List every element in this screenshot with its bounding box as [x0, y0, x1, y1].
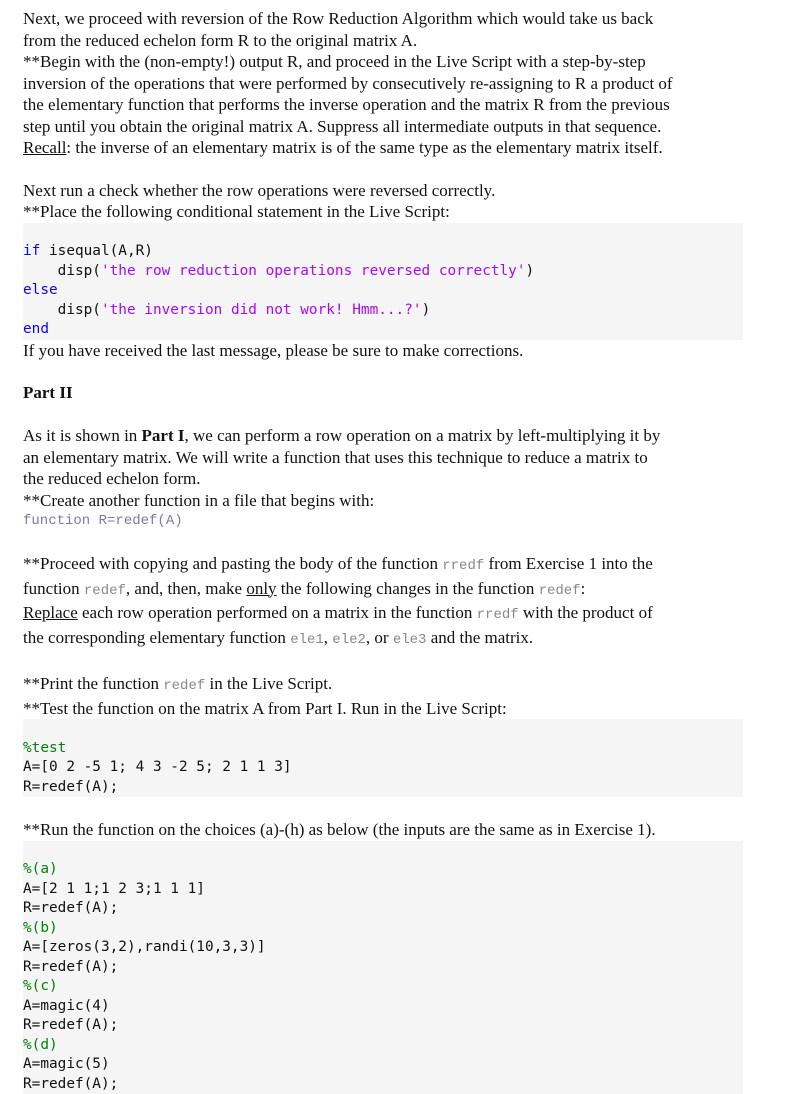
- print-instruction: **Print the function redef in the Live Script. **Test the function on the matrix A from Part I. Run in the Live Script:: [23, 673, 765, 719]
- document-page: [23, 0, 765, 1094]
- conditional-code-block: if isequal(A,R) disp('the row reduction operations reversed correctly') else disp('the inversion did not work! Hmm...?') end: [23, 223, 743, 340]
- intro-text: Next, we proceed with reversion of the Row Reduction Algorithm which would take us back from the reduced echelon form R to the original matrix A.: [23, 8, 765, 51]
- last-message-text: If you have received the last message, please be sure to make corrections.: [23, 340, 765, 362]
- choices-code-block: %(a) A=[2 1 1;1 2 3;1 1 1] R=redef(A); %(b) A=[zeros(3,2),randi(10,3,3)] R=redef(A); %(c) A=magic(4) R=redef(A); %(d) A=magic(5) R=redef(A);: [23, 841, 743, 1094]
- proceed-instruction: **Proceed with copying and pasting the body of the function rredf from Exercise 1 into the function redef, and, then, make only the following changes in the function redef: Replace each row operation performed on a matrix in the function rredf with the product of the corresponding elementary function ele1, ele2, or ele3 and the matrix.: [23, 553, 765, 651]
- function-signature: function R=redef(A): [23, 511, 765, 531]
- recall-label: Recall: [23, 138, 66, 157]
- part2-heading: Part II: [23, 382, 765, 403]
- test-code-block: %test A=[0 2 -5 1; 4 3 -2 5; 2 1 1 3] R=redef(A);: [23, 719, 743, 797]
- begin-instruction: **Begin with the (non-empty!) output R, and proceed in the Live Script with a step-by-step inversion of the operations that were performed by consecutively re-assigning to R a product of the elementary function that performs the inverse operation and the matrix R from the previous step until you obtain the original matrix A. Suppress all intermediate outputs in that sequence. Recall: the inverse of an elementary matrix is of the same type as the elementary matrix itself.: [23, 51, 765, 159]
- part2-intro: As it is shown in Part I, we can perform a row operation on a matrix by left-multiplying it by an elementary matrix. We will write a function that uses this technique to reduce a matrix to the reduced echelon form.: [23, 425, 765, 490]
- create-instruction: **Create another function in a file that begins with:: [23, 490, 765, 512]
- check-text: Next run a check whether the row operations were reversed correctly. **Place the following conditional statement in the Live Script:: [23, 180, 765, 223]
- replace-label: Replace: [23, 603, 78, 622]
- run-instruction: **Run the function on the choices (a)-(h) as below (the inputs are the same as in Exercise 1).: [23, 819, 765, 841]
